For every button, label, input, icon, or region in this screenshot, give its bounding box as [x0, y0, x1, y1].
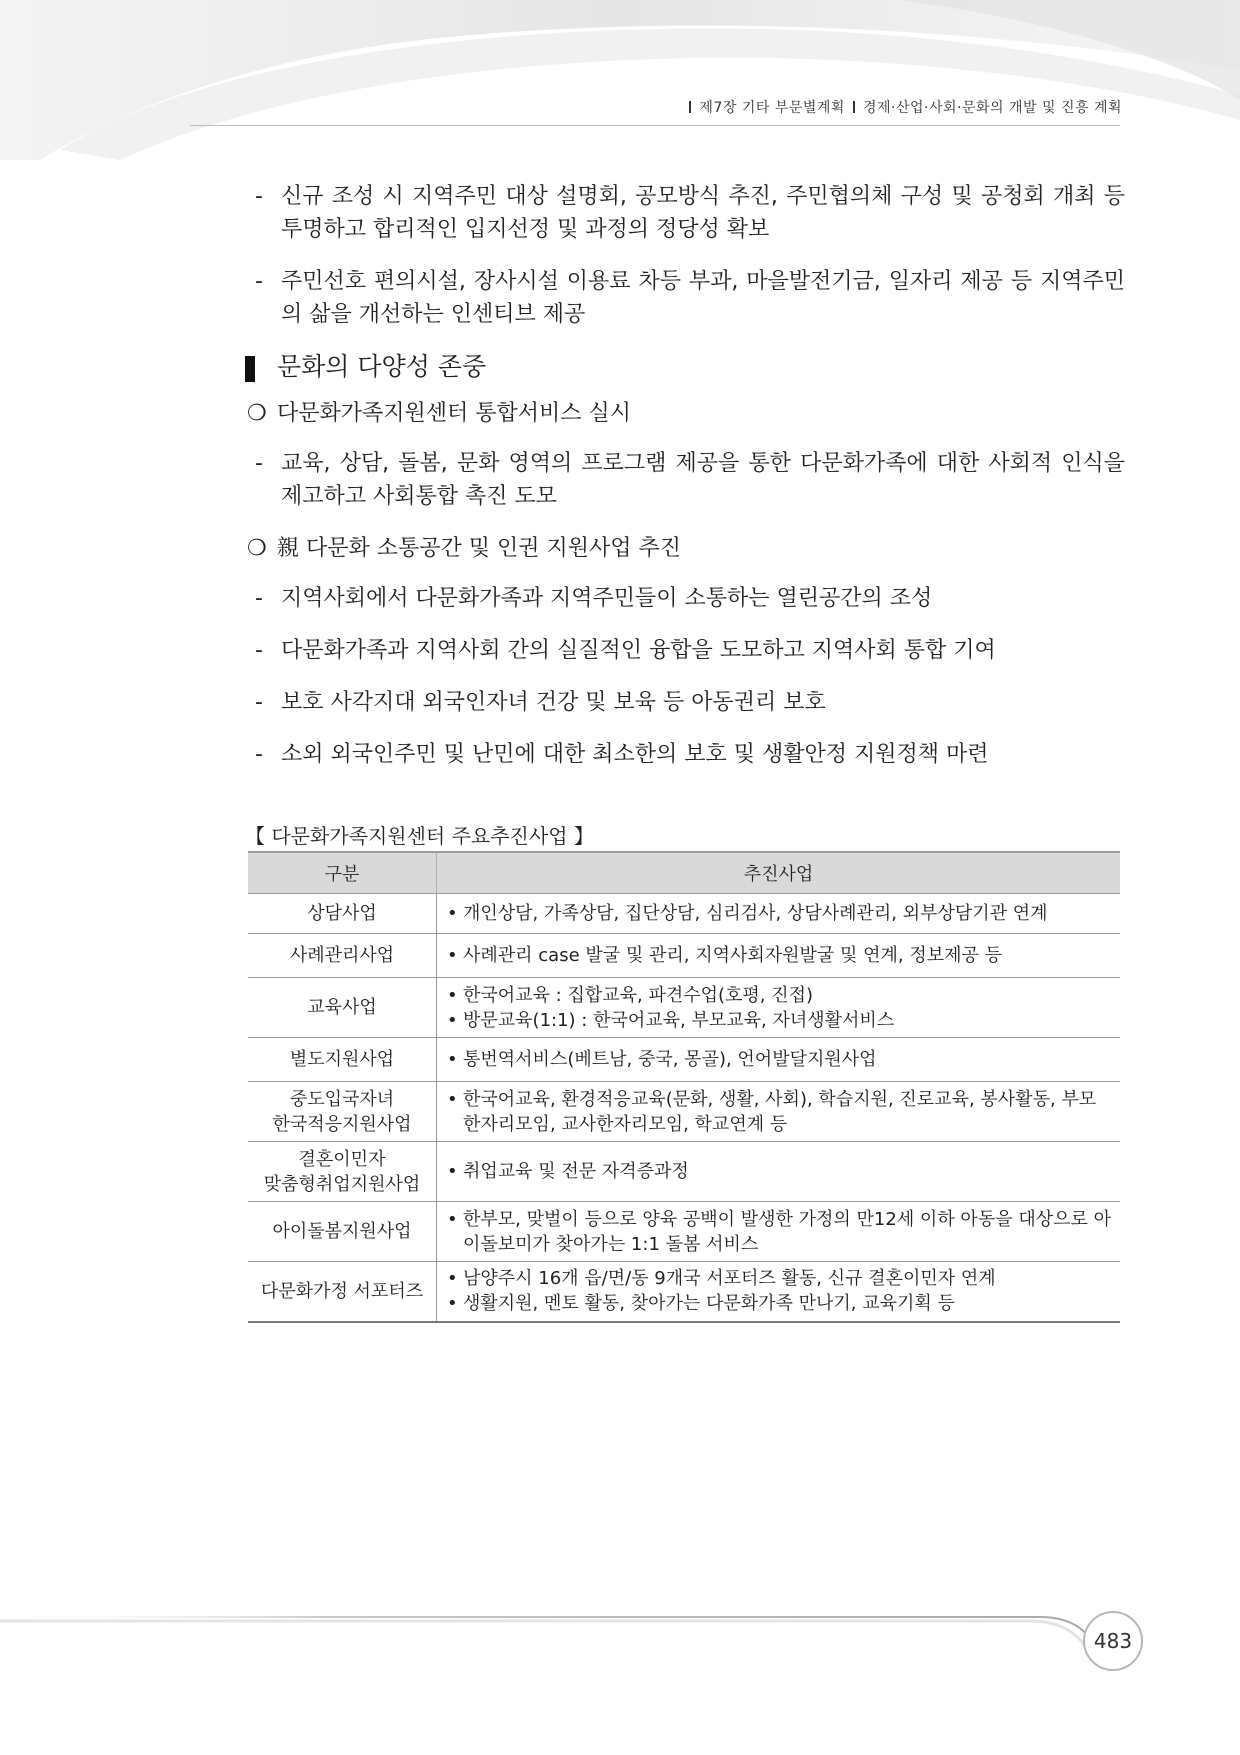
- section-square-icon: [245, 356, 255, 382]
- row-item: • 남양주시 16개 읍/면/동 9개국 서포터즈 활동, 신규 결혼이민자 연계: [445, 1266, 1112, 1291]
- row-items: [437, 1142, 1121, 1202]
- row-items: [437, 1202, 1121, 1262]
- table-row: [248, 1038, 1120, 1082]
- table-row: [248, 1202, 1120, 1262]
- dash-marker: -: [255, 638, 263, 663]
- intro-bullet: [245, 265, 1125, 331]
- category-line: 별도지원사업: [289, 1049, 395, 1070]
- running-header: [681, 97, 1122, 117]
- item-bullet: [245, 634, 1125, 667]
- category-line: 다문화가정 서포터즈: [260, 1280, 424, 1302]
- category-line: 아이돌봄지원사업: [272, 1221, 412, 1242]
- category-line: 사례관리사업: [289, 945, 395, 966]
- table-row: [248, 1082, 1120, 1142]
- table-row: [248, 1262, 1120, 1322]
- main-content: [245, 180, 1125, 790]
- page-number: 483: [1083, 1611, 1143, 1671]
- section-title: 문화의 다양성 존중: [277, 352, 487, 381]
- row-item: • 한국어교육 : 집합교육, 파견수업(호평, 진접): [445, 983, 1112, 1008]
- row-category: [248, 894, 437, 934]
- intro-bullet-text: 신규 조성 시 지역주민 대상 설명회, 공모방식 추진, 주민협의체 구성 및 공청회 개최 등 투명하고 합리적인 입지선정 및 과정의 정당성 확보: [281, 184, 1125, 242]
- row-item: • 방문교육(1:1) : 한국어교육, 부모교육, 자녀생활서비스: [445, 1008, 1112, 1033]
- table-header-row: [248, 852, 1120, 894]
- section-heading: [245, 350, 1125, 383]
- dash-marker: -: [255, 184, 263, 209]
- item-heading: [245, 397, 1125, 430]
- header-chapter: 제7장 기타 부문별계획: [699, 100, 845, 116]
- item-bullet: [245, 738, 1125, 771]
- item-heading: [245, 532, 1125, 565]
- row-category: [248, 1038, 437, 1082]
- row-item: • 통번역서비스(베트남, 중국, 몽골), 언어발달지원사업: [445, 1047, 1112, 1072]
- dash-marker: -: [255, 451, 263, 476]
- row-category: [248, 1082, 437, 1142]
- item-bullet-text: 교육, 상담, 돌봄, 문화 영역의 프로그램 제공을 통한 다문화가족에 대한 사회적 인식을 제고하고 사회통합 촉진 도모: [281, 451, 1125, 509]
- category-line: 결혼이민자: [298, 1148, 386, 1170]
- table-row: [248, 978, 1120, 1038]
- row-items: [437, 894, 1121, 934]
- table-row: [248, 894, 1120, 934]
- item-bullet: [245, 582, 1125, 615]
- row-items: [437, 978, 1121, 1038]
- row-category: [248, 934, 437, 978]
- item-bullet: [245, 686, 1125, 719]
- circle-icon: ❍: [247, 536, 267, 561]
- row-item: • 개인상담, 가족상담, 집단상담, 심리검사, 상담사례관리, 외부상담기관 연계: [445, 901, 1112, 926]
- intro-bullet-text: 주민선호 편의시설, 장사시설 이용료 차등 부과, 마을발전기금, 일자리 제공 등 지역주민의 삶을 개선하는 인센티브 제공: [281, 269, 1125, 327]
- row-items: [437, 934, 1121, 978]
- circle-icon: ❍: [247, 401, 267, 426]
- table-title: 【 다문화가족지원센터 주요추진사업 】: [245, 824, 594, 848]
- dash-marker: -: [255, 586, 263, 611]
- header-separator: [689, 101, 691, 113]
- header-rule: [190, 125, 1120, 126]
- row-category: [248, 978, 437, 1038]
- category-line: 상담사업: [307, 903, 377, 924]
- dash-marker: -: [255, 690, 263, 715]
- table-header-programs: 추진사업: [437, 852, 1121, 894]
- header-separator: [853, 101, 855, 113]
- item-bullet-text: 보호 사각지대 외국인자녀 건강 및 보육 등 아동권리 보호: [281, 690, 826, 715]
- row-item: • 한국어교육, 환경적응교육(문화, 생활, 사회), 학습지원, 진로교육, 봉사활동, 부모한자리모임, 교사한자리모임, 학교연계 등: [445, 1087, 1112, 1137]
- table-header-category: 구분: [248, 852, 437, 894]
- table-row: [248, 934, 1120, 978]
- header-section: 경제·산업·사회·문화의 개발 및 진흥 계획: [862, 100, 1122, 116]
- item-heading-text: 親 다문화 소통공간 및 인권 지원사업 추진: [277, 536, 681, 561]
- row-item: • 생활지원, 멘토 활동, 찾아가는 다문화가족 만나기, 교육기획 등: [445, 1291, 1112, 1316]
- row-category: [248, 1262, 437, 1322]
- item-bullet-text: 다문화가족과 지역사회 간의 실질적인 융합을 도모하고 지역사회 통합 기여: [281, 638, 996, 663]
- row-category: [248, 1142, 437, 1202]
- header-decoration: [0, 0, 1240, 160]
- programs-table: [248, 851, 1120, 1323]
- row-category: [248, 1202, 437, 1262]
- category-line: 교육사업: [307, 997, 377, 1018]
- row-item: • 취업교육 및 전문 자격증과정: [445, 1159, 1112, 1184]
- row-items: [437, 1262, 1121, 1322]
- table-row: [248, 1142, 1120, 1202]
- item-bullet-text: 소외 외국인주민 및 난민에 대한 최소한의 보호 및 생활안정 지원정책 마련: [281, 742, 989, 767]
- category-line: 맞춤형취업지원사업: [263, 1173, 421, 1195]
- intro-bullet: [245, 180, 1125, 246]
- dash-marker: -: [255, 269, 263, 294]
- item-bullet-text: 지역사회에서 다문화가족과 지역주민들이 소통하는 열린공간의 조성: [281, 586, 933, 611]
- row-items: [437, 1038, 1121, 1082]
- row-item: • 사례관리 case 발굴 및 관리, 지역사회자원발굴 및 연계, 정보제공 등: [445, 943, 1112, 968]
- item-heading-text: 다문화가족지원센터 통합서비스 실시: [277, 401, 632, 426]
- category-line: 중도입국자녀: [289, 1088, 395, 1110]
- row-items: [437, 1082, 1121, 1142]
- item-bullet: [245, 447, 1125, 513]
- dash-marker: -: [255, 742, 263, 767]
- row-item: • 한부모, 맞벌이 등으로 양육 공백이 발생한 가정의 만12세 이하 아동을 대상으로 아이돌보미가 찾아가는 1:1 돌봄 서비스: [445, 1207, 1112, 1257]
- footer-decoration: [0, 1615, 1240, 1675]
- category-line: 한국적응지원사업: [272, 1113, 412, 1135]
